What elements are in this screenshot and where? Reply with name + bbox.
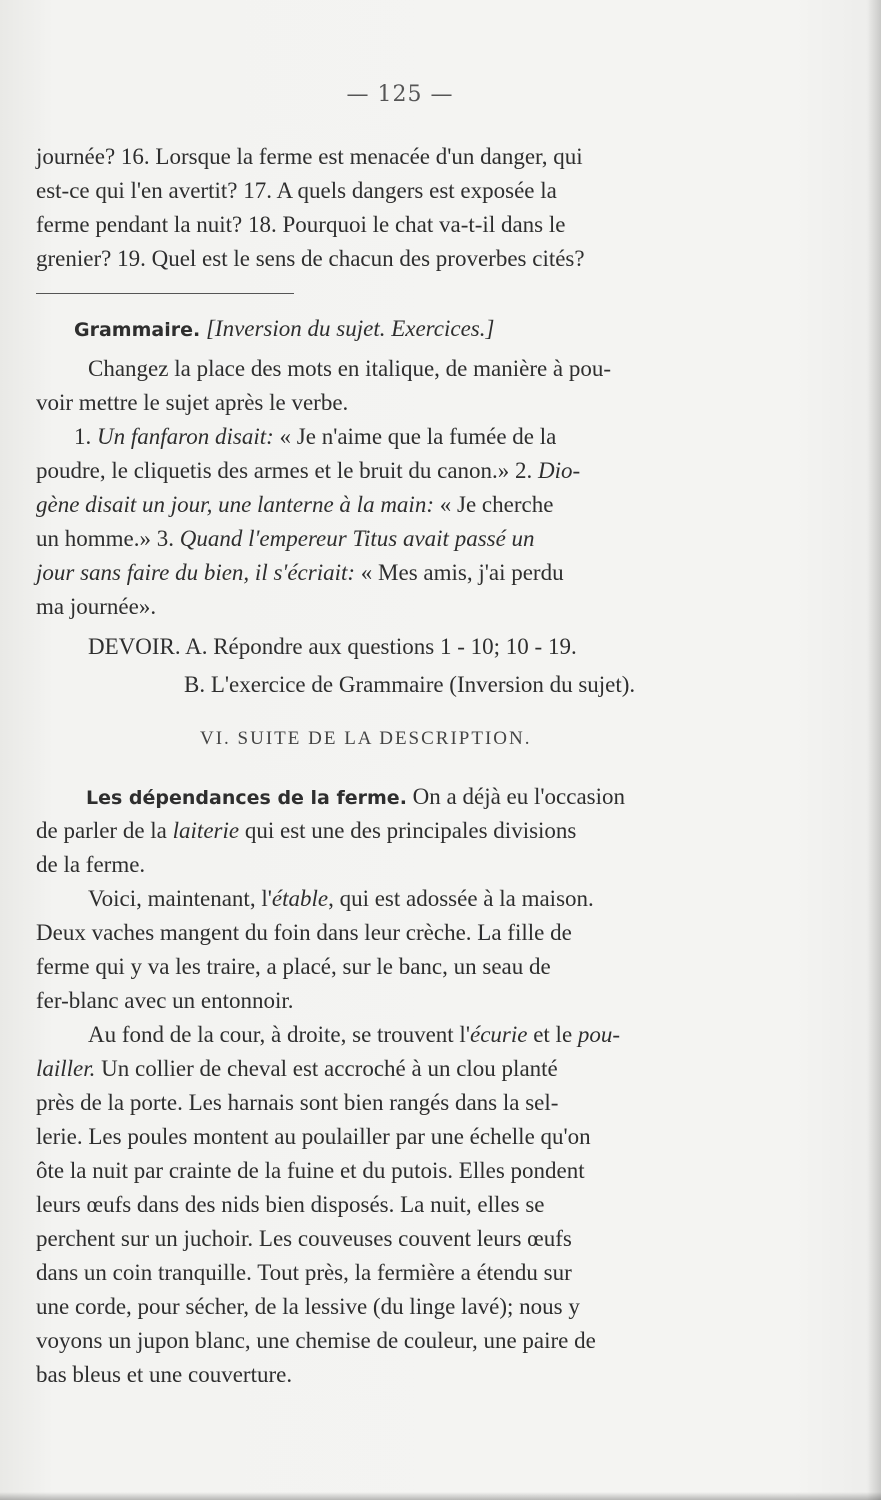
exercise-italic: gène disait un jour, une lanterne à la main: [36, 492, 434, 517]
dependances-text: qui est une des principales divisions [244, 818, 577, 843]
devoir-line-a: DEVOIR. A. Répondre aux questions 1 - 10; 10 - 19. [88, 634, 577, 659]
exercise-italic: jour sans faire du bien, il s'écriait: [36, 560, 356, 585]
dependances-italic: étable [271, 886, 329, 911]
grammaire-line: voir mettre le sujet après le verbe. [36, 390, 349, 415]
dependances-text: On a déjà eu l'occasion [412, 784, 626, 809]
exercise-line [36, 454, 786, 488]
dependances-italic: laiterie [172, 818, 240, 843]
dependances-italic: lailler. [36, 1056, 96, 1081]
dependances-line: voyons un jupon blanc, une chemise de couleur, une paire de [36, 1328, 596, 1353]
exercise-line [36, 522, 786, 556]
exercise-text: « Mes amis, j'ai perdu [360, 560, 564, 585]
dependances-line: Deux vaches mangent du foin dans leur crèche. La fille de [36, 920, 572, 945]
question-line: ferme pendant la nuit? 18. Pourquoi le chat va-t-il dans le [36, 212, 566, 237]
exercise-text: un homme.» 3. [36, 526, 174, 551]
exercise-text: « Je n'aime que la fumée de la [279, 424, 557, 449]
page-bottom-edge [0, 1492, 881, 1500]
exercise-italic: Quand l'empereur Titus avait passé un [179, 526, 535, 551]
exercise-line [36, 488, 786, 522]
exercise-italic: Dio- [538, 458, 581, 483]
dependances-line [36, 814, 786, 848]
dependances-heading: Les dépendances de la ferme. [86, 787, 407, 809]
dependances-line: bas bleus et une couverture. [36, 1362, 293, 1387]
question-line: est-ce qui l'en avertit? 17. A quels dangers est exposée la [36, 178, 557, 203]
dependances-italic: pou- [577, 1022, 621, 1047]
dependances-line: une corde, pour sécher, de la lessive (du linge lavé); nous y [36, 1294, 580, 1319]
exercise-text: « Je cherche [439, 492, 554, 517]
dependances-line: lerie. Les poules montent au poulailler par une échelle qu'on [36, 1124, 591, 1149]
dependances-line [88, 882, 838, 916]
exercise-italic: Un fanfaron disait: [97, 424, 274, 449]
section-title: VI. SUITE DE LA DESCRIPTION. [200, 728, 532, 749]
question-line: grenier? 19. Quel est le sens de chacun des proverbes cités? [36, 246, 585, 271]
dependances-text: de parler de la [36, 818, 167, 843]
dependances-italic: écurie [469, 1022, 528, 1047]
dependances-line: de la ferme. [36, 852, 146, 877]
dependances-line [88, 1018, 838, 1052]
dependances-line: ôte la nuit par crainte de la fuine et du putois. Elles pondent [36, 1158, 585, 1183]
dependances-line: près de la porte. Les harnais sont bien rangés dans la sel- [36, 1090, 559, 1115]
dependances-line: leurs œufs dans des nids bien disposés. La nuit, elles se [36, 1192, 545, 1217]
separator-rule [36, 293, 294, 294]
dependances-text: Voici, maintenant, l' [88, 886, 272, 911]
exercise-text: poudre, le cliquetis des armes et le bruit du canon.» 2. [36, 458, 533, 483]
grammaire-line: Changez la place des mots en italique, de manière à pou- [88, 356, 612, 381]
dependances-line: dans un coin tranquille. Tout près, la fermière a étendu sur [36, 1260, 572, 1285]
devoir-line-b: B. L'exercice de Grammaire (Inversion du sujet). [184, 672, 636, 697]
question-line: journée? 16. Lorsque la ferme est menacée d'un danger, qui [36, 144, 583, 169]
grammaire-heading-line [74, 312, 824, 347]
exercise-line: ma journée». [36, 594, 157, 619]
grammaire-subheading: [Inversion du sujet. Exercices.] [205, 316, 495, 341]
exercise-line [36, 556, 786, 590]
dependances-text: et le [533, 1022, 573, 1047]
dependances-line [36, 1052, 786, 1086]
dependances-text: Un collier de cheval est accroché à un clou planté [101, 1056, 558, 1081]
grammaire-heading: Grammaire. [74, 319, 201, 341]
dependances-text: , qui est adossée à la maison. [328, 886, 594, 911]
exercise-number: 1. [74, 424, 92, 449]
dependances-line: ferme qui y va les traire, a placé, sur le banc, un seau de [36, 954, 551, 979]
page-number: — 125 — [346, 82, 454, 107]
dependances-line: fer-blanc avec un entonnoir. [36, 988, 294, 1013]
dependances-line: perchent sur un juchoir. Les couveuses couvent leurs œufs [36, 1226, 572, 1251]
dependances-line [86, 780, 836, 815]
dependances-text: Au fond de la cour, à droite, se trouvent l' [88, 1022, 470, 1047]
exercise-line [74, 420, 824, 454]
